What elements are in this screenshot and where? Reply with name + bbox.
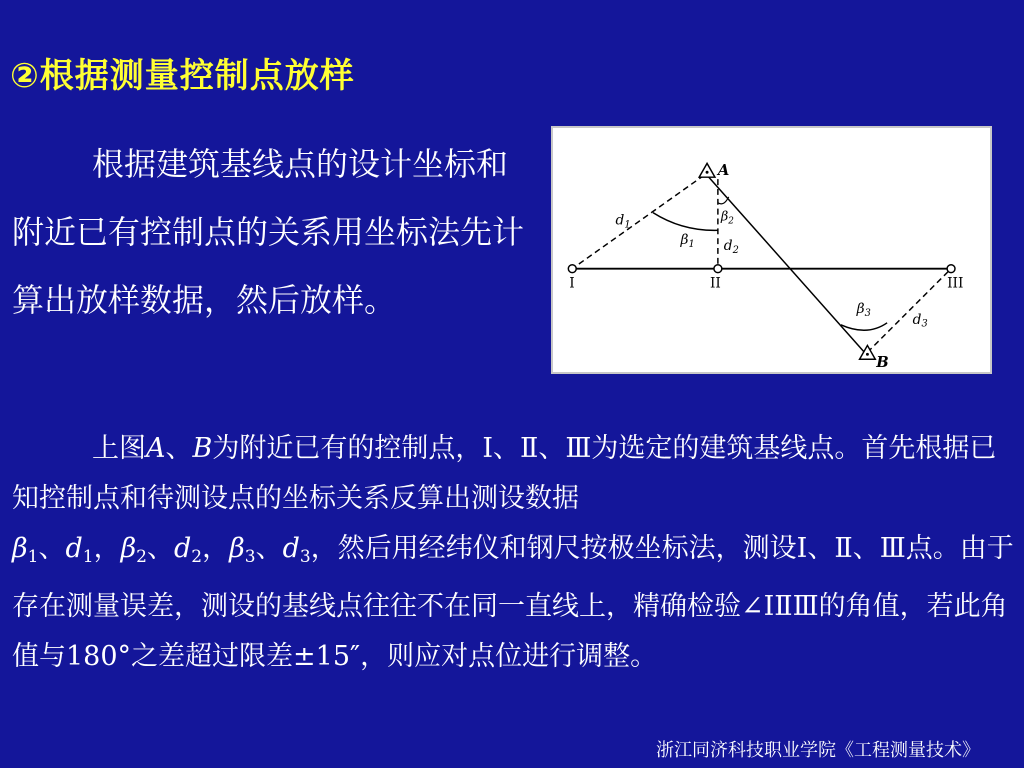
point-i-marker	[568, 265, 576, 273]
arc-beta3	[841, 323, 887, 330]
separator: 、	[165, 433, 193, 464]
line-a-b	[707, 175, 864, 352]
label-beta2: $\beta_2$	[720, 209, 734, 227]
label-point-iii: III	[947, 275, 964, 292]
separator: 、	[38, 533, 66, 564]
beta2-symbol: β	[120, 533, 137, 564]
d1-symbol: d	[65, 533, 83, 564]
label-beta3: $\beta_3$	[856, 300, 871, 319]
beta1-sub: 1	[27, 547, 39, 567]
separator: 、	[255, 533, 283, 564]
d3-symbol: d	[282, 533, 300, 564]
explanation-paragraph	[12, 424, 1016, 682]
label-a: A	[717, 162, 730, 180]
intro-paragraph: 根据建筑基线点的设计坐标和附近已有控制点的关系用坐标法先计算出放样数据，然后放样。	[12, 145, 525, 319]
separator: ，	[202, 533, 230, 564]
beta1-symbol: β	[12, 533, 28, 564]
label-point-i: I	[569, 275, 575, 292]
body-text-1: 上图	[92, 433, 146, 464]
point-ii-marker	[714, 265, 722, 273]
line-d3	[867, 269, 951, 353]
label-beta1: $\beta_1$	[680, 232, 695, 251]
arc-beta1	[653, 213, 718, 231]
body-text-2: 为附近已有的控制点，Ⅰ、Ⅱ、Ⅲ为选定的建筑基线点。首先根据已知控制点和待测设点的坐标关系反算出测设数据	[12, 433, 997, 514]
station-a-icon	[699, 163, 715, 177]
d2-sub: 2	[191, 547, 203, 567]
beta3-symbol: β	[229, 533, 245, 564]
separator: 、	[147, 533, 174, 564]
stakeout-diagram	[551, 126, 992, 374]
label-point-ii: II	[710, 275, 721, 292]
point-b-ref: B	[192, 433, 213, 464]
footer-course-name: 浙江同济科技职业学院《工程测量技术》	[656, 740, 980, 761]
beta3-sub: 3	[244, 547, 256, 567]
station-b-dot	[866, 353, 869, 356]
body-text-3: ，然后用经纬仪和钢尺按极坐标法，测设Ⅰ、Ⅱ、Ⅲ点。由于存在测量误差，测设的基线点往往不在同一直线上，精确检验∠ⅠⅡⅢ的角值，若此角值与180°之差超过限差±15″，则应对点位进行调整。	[12, 533, 1014, 672]
d2-symbol: d	[174, 533, 192, 564]
station-a-dot	[706, 171, 709, 174]
point-iii-marker	[947, 265, 955, 273]
slide-title: ②根据测量控制点放样	[10, 56, 355, 96]
d3-sub: 3	[299, 547, 311, 567]
d1-sub: 1	[82, 547, 94, 567]
label-b: B	[876, 354, 889, 372]
label-d3: $d_3$	[912, 311, 928, 330]
line-d1	[572, 175, 704, 268]
station-b-icon	[860, 345, 876, 359]
point-a-ref: A	[146, 433, 166, 464]
label-d2: $d_2$	[723, 238, 739, 256]
diagram-svg	[553, 128, 990, 372]
separator: ，	[93, 533, 121, 564]
label-d1: $d_1$	[615, 212, 631, 231]
beta2-sub: 2	[136, 547, 147, 567]
